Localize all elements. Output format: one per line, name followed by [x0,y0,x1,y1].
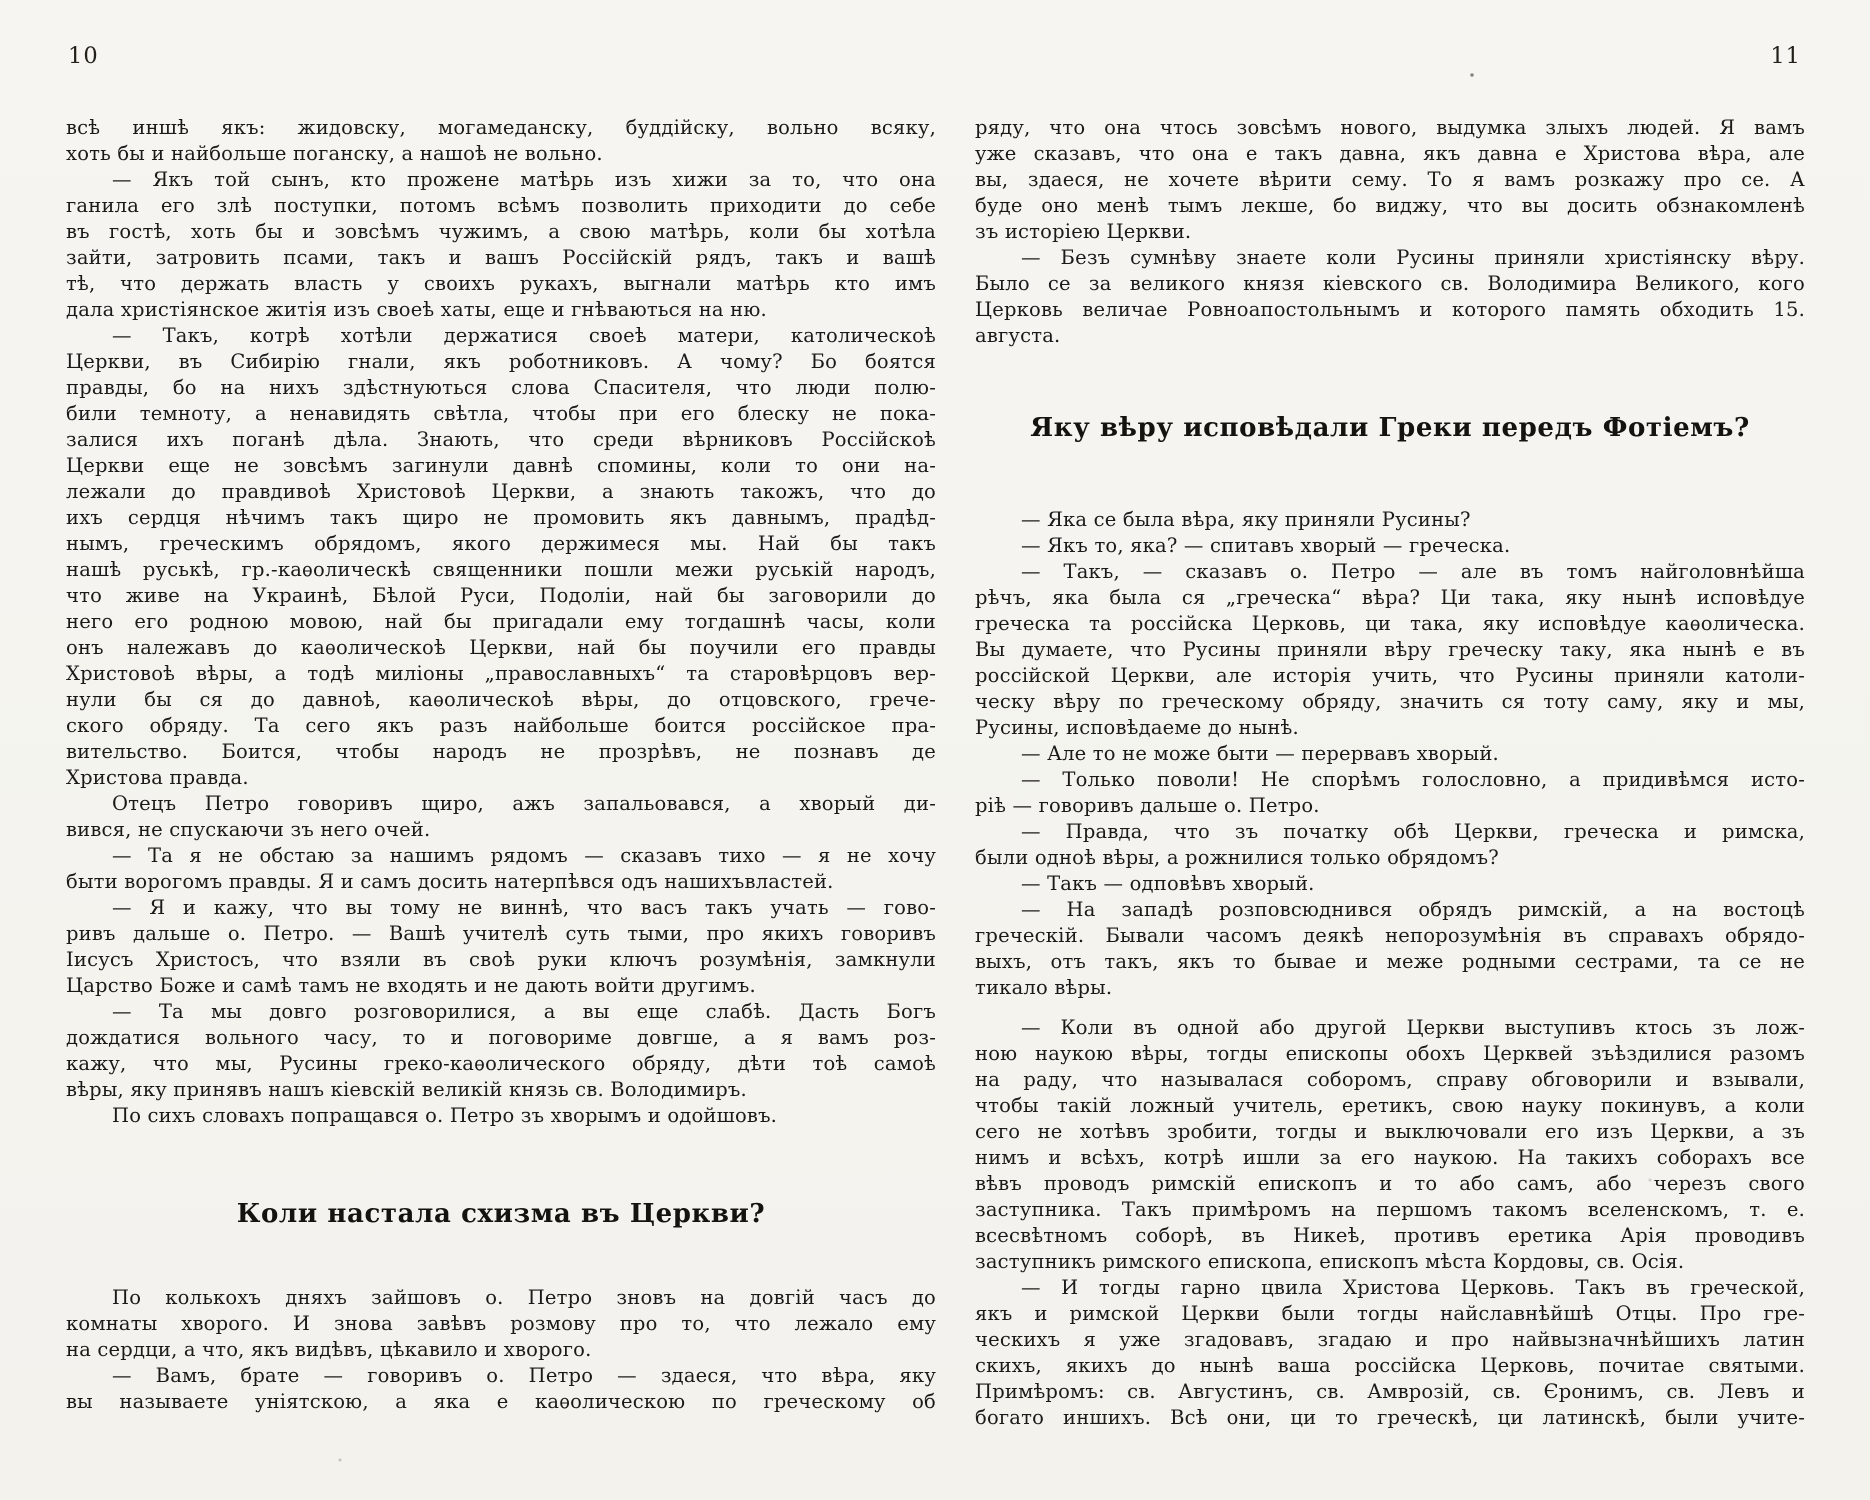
text-line: Русины, исповѣдаеме до нынѣ. [975,716,1299,739]
text-line: нымъ, греческимъ обрядомъ, якого держимеся мы. Най бы такъ [66,532,936,555]
page-number-right: 11 [1770,43,1801,69]
text-line: — Только поволи! Не спорѣмъ голословно, а придивѣмся исто- [1021,768,1805,791]
paragraph [66,1285,936,1363]
text-line: — Я и кажу, что вы тому не виннѣ, что васъ такъ учать — гово- [112,896,936,919]
text-line: Примѣромъ: св. Августинъ, св. Амврозій, св. Єронимъ, св. Левъ и [975,1380,1805,1403]
text-line: нимъ и всѣхъ, котрѣ ишли за его наукою. На такихъ соборахъ все [975,1146,1805,1169]
text-line: Церкви еще не зовсѣмъ загинули давнѣ спомины, коли то они на- [66,454,936,477]
text-line: ряду, что она чтось зовсѣмъ нового, выдумка злыхъ людей. Я вамъ [975,116,1805,139]
text-line: По колькохъ дняхъ зайшовъ о. Петро зновъ на довгій часъ до [112,1286,936,1309]
text-line: тикало вѣры. [975,976,1113,999]
text-line: — Правда, что зъ початку обѣ Церкви, греческа и римска, [1021,820,1805,843]
text-line: ского обряду. Та сего якъ разъ найбольше боится россійское пра- [66,714,936,737]
text-line: Іисусъ Христосъ, что взяли въ своѣ руки ключъ розумѣнія, замкнули [66,948,936,971]
text-line: въ гостѣ, хоть бы и зовсѣмъ чужимъ, а свою матѣрь, коли бы хотѣла [66,220,936,243]
text-line: греческій. Бывали часомъ деякѣ непорозумѣнія въ справахъ обрядо- [975,924,1805,947]
text-line: Христовоѣ вѣры, а тодѣ миліоны „православныхъ“ та старовѣрцовъ вер- [66,662,936,685]
paragraph [975,507,1805,533]
paragraph [66,791,936,843]
text-line: скихъ, якихъ до нынѣ ваша россійска Церковь, почитае святыми. [975,1354,1805,1377]
text-line: Отецъ Петро говоривъ щиро, ажъ запальовався, а хворый ди- [112,792,936,815]
text-line: — Якъ той сынъ, кто прожене матѣрь изъ хижи за то, что она [112,168,936,191]
text-line: кажу, что мы, Русины греко-каѳолического обряду, дѣти тоѣ самоѣ [66,1052,936,1075]
text-line: — Але то не може быти — перервавъ хворый. [1021,742,1499,765]
text-line: — Та мы довго розговорилися, а вы еще слабѣ. Дасть Богъ [112,1000,936,1023]
text-line: якъ и римской Церкви были тогды найславнѣйшѣ Отцы. Про гре- [975,1302,1805,1325]
text-line: — Безъ сумнѣву знаете коли Русины приняли христіянску вѣру. [1021,246,1805,269]
text-line: Вы думаете, что Русины приняли вѣру греческу таку, яка нынѣ е въ [975,638,1805,661]
text-line: — Такъ, котрѣ хотѣли держатися своеѣ матери, католическоѣ [112,324,936,347]
text-line: били темноту, а ненавидять свѣтла, чтобы при его блеску не пока- [66,402,936,425]
text-line: всѣ иншѣ якъ: жидовску, могамеданску, буддійску, вольно всяку, [66,116,936,139]
text-line: По сихъ словахъ попращався о. Петро зъ хворымъ и одойшовъ. [112,1104,778,1127]
text-line: ческихъ я уже згадовавъ, згадаю и про найвызначнѣйшихъ латин [975,1328,1805,1351]
paragraph [66,1363,936,1415]
text-line: Церковь величае Ровноапостольнымъ и которого память обходить 15. [975,298,1805,321]
paragraph [975,767,1805,819]
text-line: Церкви, въ Сибирію гнали, якъ роботниковъ. А чому? Бо боятся [66,350,936,373]
paragraph [975,897,1805,1001]
page-left [66,43,936,1415]
text-line: греческа та россійска Церковь, ци така, яку исповѣдуе каѳолическа. [975,612,1805,635]
paragraph [66,1103,936,1129]
text-line: богато иншихъ. Всѣ они, ци то греческѣ, ци латинскѣ, были учите- [975,1406,1805,1429]
text-line: — Якъ то, яка? — спитавъ хворый — греческа. [1021,534,1511,557]
text-line: — И тогды гарно цвила Христова Церковь. Такъ въ греческой, [1021,1276,1805,1299]
text-line: зайти, затровить псами, такъ и вашъ Россійскій рядъ, такъ и вашѣ [66,246,936,269]
paragraph [975,1015,1805,1275]
paragraph [975,533,1805,559]
paragraph [66,895,936,999]
text-line: залися ихъ поганѣ дѣла. Знають, что среди вѣрниковъ Россійскоѣ [66,428,936,451]
text-line: зъ исторіею Церкви. [975,220,1192,243]
text-line: вительство. Боится, чтобы народъ не прозрѣвъ, не познавъ де [66,740,936,763]
text-line: на сердци, а что, якъ видѣвъ, цѣкавило и хворого. [66,1338,592,1361]
text-line: онъ належавъ до каѳолическоѣ Церкви, най бы поучили его правды [66,636,936,659]
text-line: — Такъ — одповѣвъ хворый. [1021,872,1315,895]
text-line: — Та я не обстаю за нашимъ рядомъ — сказавъ тихо — я не хочу [112,844,936,867]
page-right [975,43,1805,1431]
text-line: него его родною мовою, най бы пригадали ему тогдашнѣ часы, коли [66,610,936,633]
paragraph [66,843,936,895]
text-line: хоть бы и найбольше поганску, а нашоѣ не вольно. [66,142,603,165]
paragraph [66,167,936,323]
paragraph [66,323,936,791]
text-line: быти ворогомъ правды. Я и самъ досить натерпѣвся одъ нашихъвластей. [66,870,834,893]
text-line: выхъ, отъ такъ, якъ то бывае и меже родными сестрами, та се не [975,950,1805,973]
text-line: дала христіянское житія изъ своеѣ хаты, еще и гнѣваються на ню. [66,298,767,321]
text-line: Христова правда. [66,766,249,789]
text-line: на раду, что называлася соборомъ, справу обговорили и взывали, [975,1068,1805,1091]
text-line: заступникъ римского епископа, епископъ мѣста Кордовы, св. Осія. [975,1250,1685,1273]
text-line: — Коли въ одной або другой Церкви выступивъ ктось зъ лож- [1021,1016,1805,1039]
text-line: вився, не спускаючи зъ него очей. [66,818,431,841]
section-heading: Яку вѣру исповѣдали Греки передъ Фотіемъ? [1030,413,1750,443]
text-line: вѣвъ проводъ римскій епископъ и то або самъ, або черезъ свого [975,1172,1805,1195]
text-line: сего не хотѣвъ зробити, тогды и выключовали его изъ Церкви, а зъ [975,1120,1805,1143]
paragraph [66,999,936,1103]
page-body-right [975,115,1805,1431]
text-line: лежали до правдивоѣ Христовоѣ Церкви, а знають такожъ, что до [66,480,936,503]
text-line: всесвѣтномъ соборѣ, въ Никеѣ, противъ еретика Арія проводивъ [975,1224,1805,1247]
text-line: правды, бо на нихъ здѣстнуються слова Спасителя, что люди полю- [66,376,936,399]
paragraph [975,741,1805,767]
text-line: вы называете уніятскою, а яка е каѳолическою по греческому об [66,1390,936,1413]
text-line: заступника. Такъ примѣромъ на першомъ такомъ вселенскомъ, т. е. [975,1198,1805,1221]
text-line: дождатися вольного часу, то и поговориме довгше, а я вамъ роз- [66,1026,936,1049]
paragraph [66,115,936,167]
text-line: ихъ сердця нѣчимъ такъ щиро не промовить якъ давнымъ, прадѣд- [66,506,936,529]
text-line: ріѣ — говоривъ дальше о. Петро. [975,794,1320,817]
text-line: — Вамъ, брате — говоривъ о. Петро — здаеся, что вѣра, яку [112,1364,936,1387]
text-line: ческу вѣру по греческому обряду, значить ся тоту саму, яку и мы, [975,690,1805,713]
section-heading: Коли настала схизма въ Церкви? [236,1199,766,1229]
text-line: нашѣ руськѣ, гр.-каѳолическѣ священники пошли межи руській народъ, [66,558,936,581]
text-line: Было се за великого князя кіевского св. Володимира Великого, кого [975,272,1805,295]
paragraph [975,1275,1805,1431]
text-line: буде оно менѣ тымъ лекше, бо виджу, что вы досить обзнакомленѣ [975,194,1805,217]
text-line: уже сказавъ, что она е такъ давна, якъ давна е Христова вѣра, але [975,142,1805,165]
text-line: — Такъ, — сказавъ о. Петро — але въ томъ найголовнѣйша [1021,560,1805,583]
page-number-left: 10 [68,43,99,69]
text-line: Царство Боже и самѣ тамъ не входять и не дають войти другимъ. [66,974,756,997]
text-line: комнаты хворого. И знова завѣвъ розмову про то, что лежало ему [66,1312,936,1335]
page-body-left [66,115,936,1415]
text-line: что живе на Украинѣ, Бѣлой Руси, Подоліи, най бы заговорили до [66,584,936,607]
paragraph [975,245,1805,349]
text-line: тѣ, что держать власть у своихъ рукахъ, выгнали матѣрь кто имъ [66,272,936,295]
paragraph [975,559,1805,741]
text-line: августа. [975,324,1061,347]
text-line: ганила его злѣ поступки, потомъ всѣмъ позволить приходити до себе [66,194,936,217]
paragraph [975,115,1805,245]
text-line: чтобы такій ложный учитель, еретикъ, свою науку покинувъ, а коли [975,1094,1805,1117]
text-line: нули бы ся до давноѣ, каѳолическоѣ вѣры, до отцовского, грече- [66,688,936,711]
text-line: ною наукою вѣры, тогды епископы обохъ Церквей зъѣздилися разомъ [975,1042,1805,1065]
text-line: рѣчъ, яка была ся „греческа“ вѣра? Ци така, яку нынѣ исповѣдуе [975,586,1805,609]
paragraph [975,871,1805,897]
text-line: — Яка се была вѣра, яку приняли Русины? [1021,508,1471,531]
text-line: — На западѣ розповсюднився обрядъ римскій, а на востоцѣ [1021,898,1805,921]
text-line: вы, здаеся, не хочете вѣрити сему. То я вамъ розкажу про се. А [975,168,1805,191]
text-line: были одноѣ вѣры, а рожнилися только обрядомъ? [975,846,1499,869]
paragraph [975,819,1805,871]
text-line: россійской Церкви, але исторія учить, что Русины приняли католи- [975,664,1805,687]
text-line: ривъ дальше о. Петро. — Вашѣ учителѣ суть тыми, про якихъ говоривъ [66,922,936,945]
text-line: вѣры, яку принявъ нашъ кіевскій великій князь св. Володимиръ. [66,1078,747,1101]
